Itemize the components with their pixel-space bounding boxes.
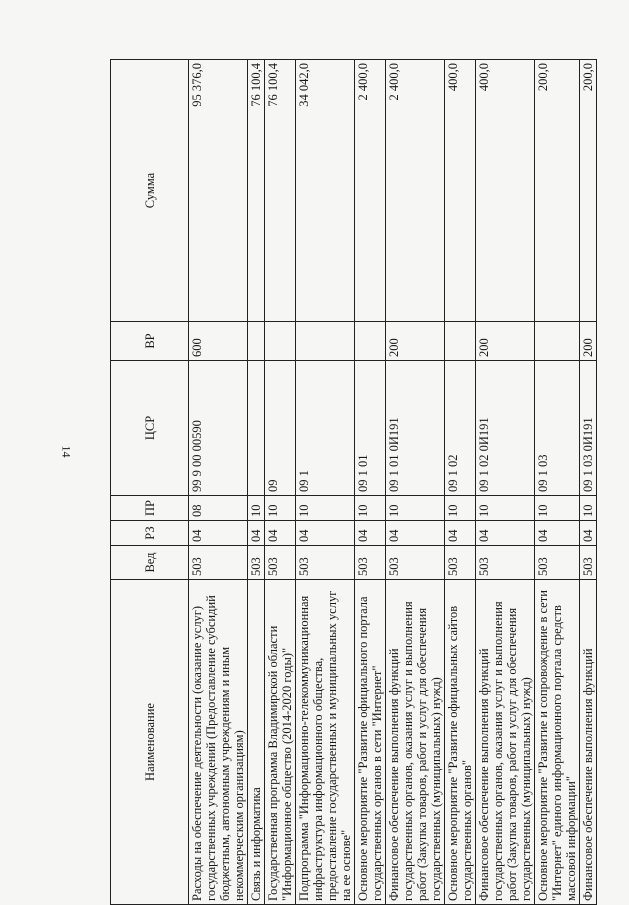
cell-sum: 2 400,0	[355, 60, 386, 322]
cell-name: Государственная программа Владимирской области "Информационное общество (2014-2020 годы)"	[265, 580, 296, 905]
cell-name: Основное мероприятие "Развитие и сопровождение в сети "Интернет" единого информационного портала средств массовой информации"	[535, 580, 580, 905]
cell-csr: 09 1 02 0И191	[476, 361, 535, 496]
table-row	[296, 60, 355, 905]
cell-csr: 09 1 02	[445, 361, 476, 496]
table-row	[535, 60, 580, 905]
cell-vr: 600	[189, 322, 248, 361]
cell-sum: 95 376,0	[189, 60, 248, 322]
cell-pr: 10	[355, 496, 386, 521]
cell-ved: 503	[445, 546, 476, 580]
cell-vr	[445, 322, 476, 361]
budget-table	[110, 59, 597, 905]
header-pr: ПР	[111, 496, 189, 521]
cell-vr: 200	[386, 322, 445, 361]
table-row	[265, 60, 296, 905]
cell-ved: 503	[265, 546, 296, 580]
cell-pr: 10	[580, 496, 597, 521]
cell-csr: 09 1 01 0И191	[386, 361, 445, 496]
header-rz: РЗ	[111, 521, 189, 546]
cell-ved: 503	[386, 546, 445, 580]
table-row	[580, 60, 597, 905]
cell-name: Основное мероприятие "Развитие официального портала государственных органов в сети "Интернет"	[355, 580, 386, 905]
cell-rz: 04	[248, 521, 265, 546]
cell-csr: 09 1	[296, 361, 355, 496]
cell-pr: 10	[386, 496, 445, 521]
table-row	[476, 60, 535, 905]
cell-csr: 09 1 03	[535, 361, 580, 496]
cell-vr	[248, 322, 265, 361]
cell-pr: 08	[189, 496, 248, 521]
cell-ved: 503	[296, 546, 355, 580]
rotated-page	[110, 60, 605, 905]
cell-name: Связь и информатика	[248, 580, 265, 905]
cell-rz: 04	[355, 521, 386, 546]
cell-vr: 200	[476, 322, 535, 361]
cell-vr	[296, 322, 355, 361]
cell-pr: 10	[265, 496, 296, 521]
table-row	[189, 60, 248, 905]
cell-sum: 200,0	[535, 60, 580, 322]
cell-sum: 34 042,0	[296, 60, 355, 322]
cell-pr: 10	[248, 496, 265, 521]
header-csr: ЦСР	[111, 361, 189, 496]
cell-sum: 400,0	[476, 60, 535, 322]
table-row	[445, 60, 476, 905]
cell-rz: 04	[580, 521, 597, 546]
table-header-row	[111, 60, 189, 905]
table-row	[386, 60, 445, 905]
cell-sum: 400,0	[445, 60, 476, 322]
cell-ved: 503	[580, 546, 597, 580]
cell-pr: 10	[535, 496, 580, 521]
cell-vr: 200	[580, 322, 597, 361]
cell-ved: 503	[476, 546, 535, 580]
cell-rz: 04	[265, 521, 296, 546]
cell-csr: 09	[265, 361, 296, 496]
cell-pr: 10	[476, 496, 535, 521]
table-row	[248, 60, 265, 905]
cell-ved: 503	[535, 546, 580, 580]
cell-name: Основное мероприятие "Развитие официальных сайтов государственных органов"	[445, 580, 476, 905]
cell-sum: 76 100,4	[248, 60, 265, 322]
cell-rz: 04	[296, 521, 355, 546]
header-name: Наименование	[111, 580, 189, 905]
cell-rz: 04	[476, 521, 535, 546]
page-number: 14	[59, 445, 74, 458]
cell-ved: 503	[355, 546, 386, 580]
cell-sum: 76 100,4	[265, 60, 296, 322]
cell-name: Финансовое обеспечение выполнения функций	[580, 580, 597, 905]
table-row	[355, 60, 386, 905]
cell-vr	[265, 322, 296, 361]
cell-sum: 200,0	[580, 60, 597, 322]
header-vr: ВР	[111, 322, 189, 361]
cell-rz: 04	[445, 521, 476, 546]
cell-csr: 09 1 03 0И191	[580, 361, 597, 496]
cell-ved: 503	[248, 546, 265, 580]
cell-name: Финансовое обеспечение выполнения функций государственных органов, оказания услуг и выполнения работ (Закупка товаров, работ и услуг для обеспечения государственных (муниципальных) нужд)	[386, 580, 445, 905]
header-sum: Сумма	[111, 60, 189, 322]
cell-vr	[355, 322, 386, 361]
cell-pr: 10	[445, 496, 476, 521]
cell-pr: 10	[296, 496, 355, 521]
cell-name: Подпрограмма "Информационно-телекоммуникационная инфраструктура информационного общества, предоставление государственных и муниципальных услуг на ее основе"	[296, 580, 355, 905]
cell-name: Финансовое обеспечение выполнения функций государственных органов, оказания услуг и выполнения работ (Закупка товаров, работ и услуг для обеспечения государственных (муниципальных) нужд)	[476, 580, 535, 905]
cell-vr	[535, 322, 580, 361]
cell-csr: 99 9 00 00590	[189, 361, 248, 496]
header-ved: Вед	[111, 546, 189, 580]
cell-name: Расходы на обеспечение деятельности (оказание услуг) государственных учреждений (Предоставление субсидий бюджетным, автономным учреждениям и иным некоммерческим организациям)	[189, 580, 248, 905]
cell-csr: 09 1 01	[355, 361, 386, 496]
cell-sum: 2 400,0	[386, 60, 445, 322]
cell-csr	[248, 361, 265, 496]
cell-rz: 04	[189, 521, 248, 546]
cell-rz: 04	[535, 521, 580, 546]
cell-rz: 04	[386, 521, 445, 546]
cell-ved: 503	[189, 546, 248, 580]
